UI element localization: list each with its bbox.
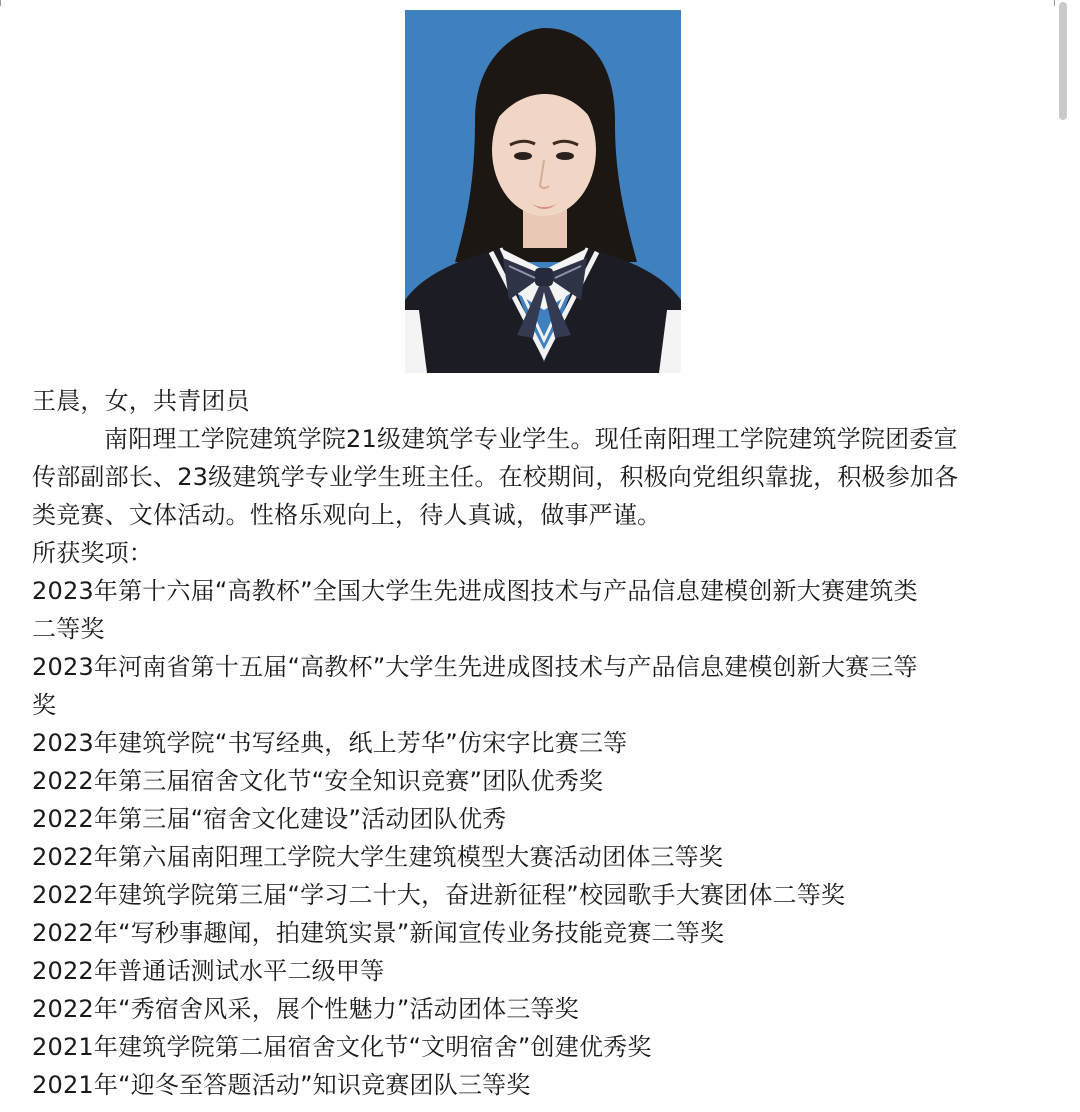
award-item: 2022年第六届南阳理工学院大学生建筑模型大赛活动团体三等奖 <box>32 843 724 871</box>
page-edge-left <box>0 0 1 6</box>
award-item: 2022年普通话测试水平二级甲等 <box>32 957 385 985</box>
award-item: 二等奖 <box>32 615 105 643</box>
awards-heading: 所获奖项： <box>32 539 153 567</box>
bio-line: 南阳理工学院建筑学院21级建筑学专业学生。现任南阳理工学院建筑学院团委宣 <box>104 425 958 453</box>
award-item: 2023年河南省第十五届“高教杯”大学生先进成图技术与产品信息建模创新大赛三等 <box>32 653 918 681</box>
award-item: 2022年第三届宿舍文化节“安全知识竞赛”团队优秀奖 <box>32 767 604 795</box>
award-item: 2023年建筑学院“书写经典，纸上芳华”仿宋字比赛三等 <box>32 729 628 757</box>
name-line: 王晨，女，共青团员 <box>32 387 250 415</box>
award-item: 奖 <box>32 691 57 719</box>
scrollbar[interactable] <box>1059 2 1067 120</box>
award-item: 2022年“写秒事趣闻，拍建筑实景”新闻宣传业务技能竞赛二等奖 <box>32 919 725 947</box>
bio-line: 类竞赛、文体活动。性格乐观向上，待人真诚，做事严谨。 <box>32 501 662 529</box>
portrait-photo <box>405 10 681 373</box>
award-list <box>32 572 1062 1104</box>
award-item: 2021年建筑学院第二届宿舍文化节“文明宿舍”创建优秀奖 <box>32 1033 652 1061</box>
award-item: 2022年建筑学院第三届“学习二十大，奋进新征程”校园歌手大赛团体二等奖 <box>32 881 846 909</box>
profile-text <box>32 382 1062 1104</box>
award-item: 2021年“迎冬至答题活动”知识竞赛团队三等奖 <box>32 1071 531 1099</box>
page-edge-right <box>1054 0 1055 6</box>
award-item: 2022年第三届“宿舍文化建设”活动团队优秀 <box>32 805 507 833</box>
bio-line: 传部副部长、23级建筑学专业学生班主任。在校期间，积极向党组织靠拢，积极参加各 <box>32 463 959 491</box>
award-item: 2022年“秀宿舍风采，展个性魅力”活动团体三等奖 <box>32 995 579 1023</box>
award-item: 2023年第十六届“高教杯”全国大学生先进成图技术与产品信息建模创新大赛建筑类 <box>32 577 918 605</box>
